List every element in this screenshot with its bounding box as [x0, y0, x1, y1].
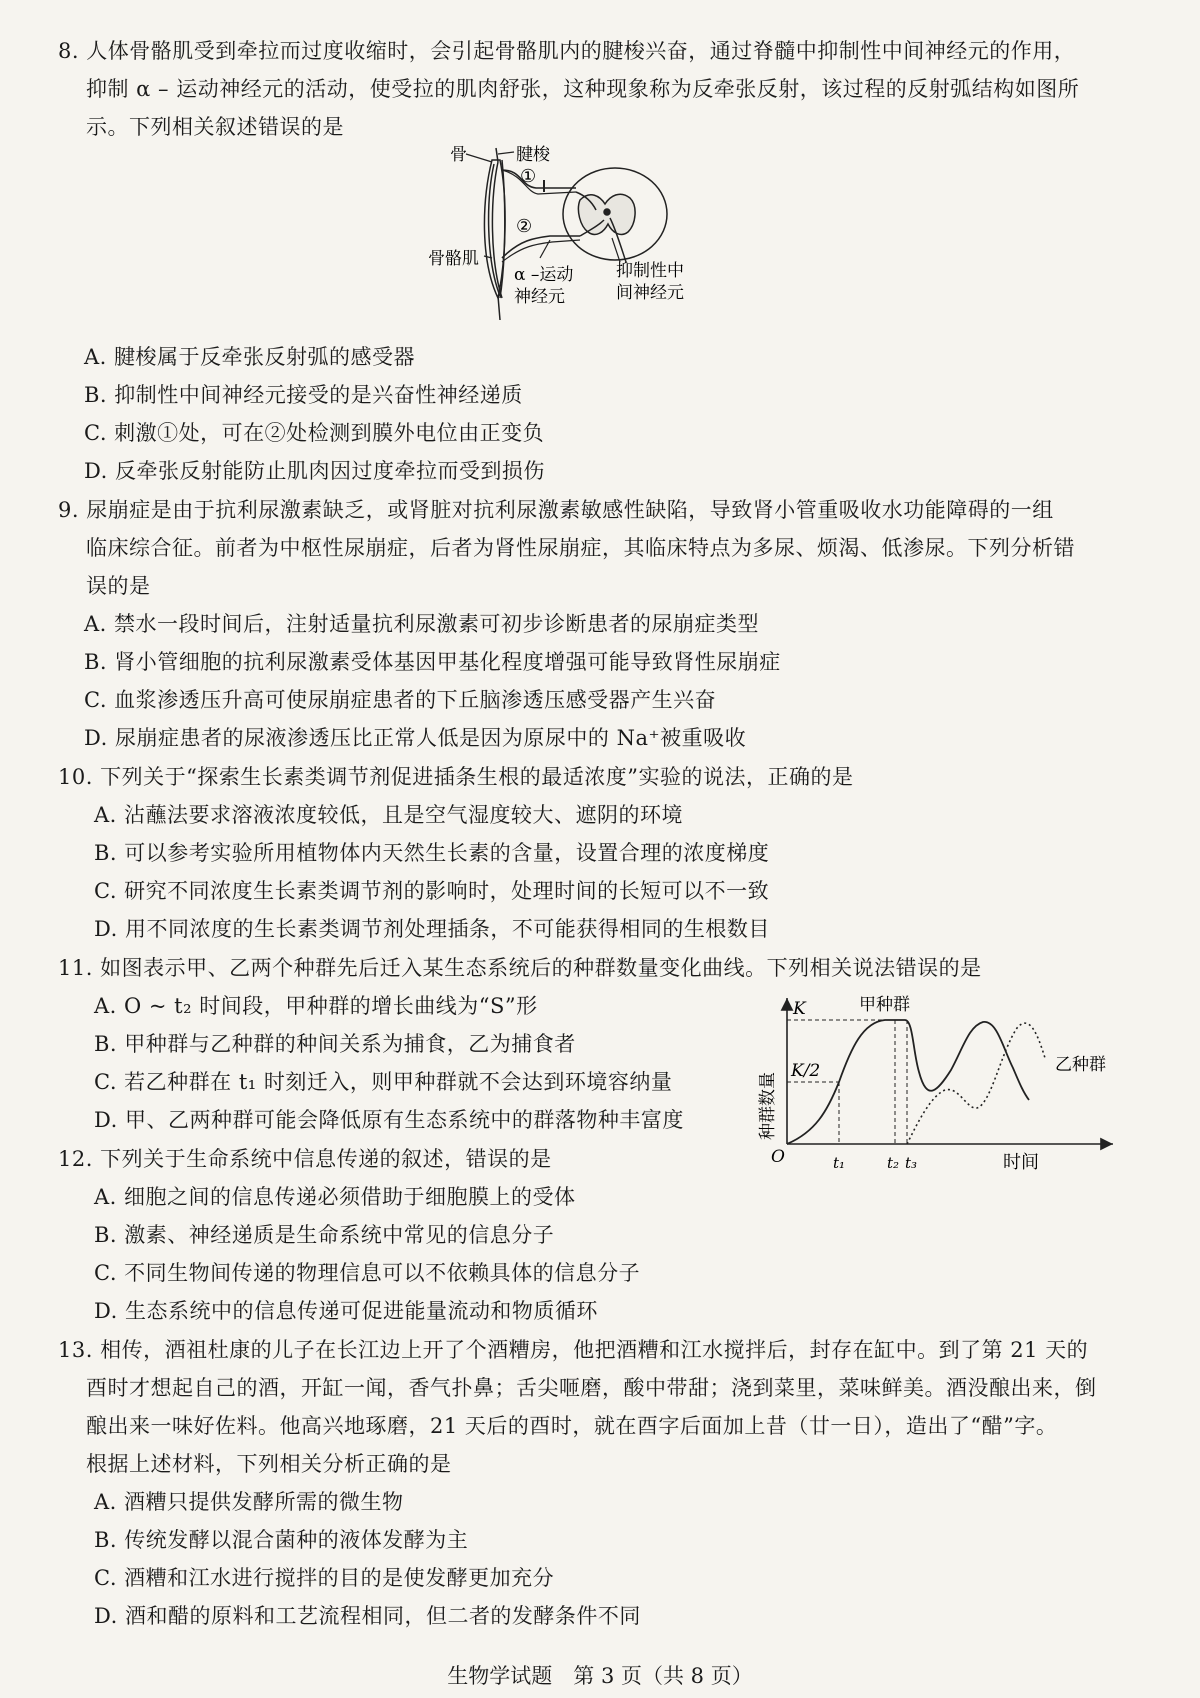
- label-tendon-spindle: 腱梭: [516, 145, 550, 165]
- x-tick-t3: t₃: [905, 1154, 918, 1172]
- question-11-option: B. 甲种群与乙种群的种间关系为捕食，乙为捕食者: [94, 1032, 576, 1056]
- question-10-stem: [58, 758, 1158, 796]
- legend-series-jia: 甲种群: [859, 995, 910, 1015]
- question-13-option: B. 传统发酵以混合菌种的液体发酵为主: [94, 1528, 469, 1552]
- y-tick-k: K: [793, 999, 806, 1019]
- question-9-line: 临床综合征。前者为中枢性尿崩症，后者为肾性尿崩症，其临床特点为多尿、烦渴、低渗尿。下列分析错: [86, 536, 1075, 560]
- page-footer: 生物学试题 第 3 页（共 8 页）: [447, 1664, 753, 1688]
- question-8-option: C. 刺激①处，可在②处检测到膜外电位由正变负: [84, 421, 545, 445]
- question-8-line: 示。下列相关叙述错误的是: [86, 115, 344, 139]
- question-13-line: 酉时才想起自己的酒，开缸一闻，香气扑鼻；舌尖咂磨，酸中带甜；浇到菜里，菜味鲜美。酒没酿出来，倒: [86, 1376, 1097, 1400]
- question-8-stem: [58, 32, 1158, 146]
- question-12-line: 12. 下列关于生命系统中信息传递的叙述，错误的是: [58, 1147, 552, 1171]
- question-13-line: 根据上述材料，下列相关分析正确的是: [86, 1452, 452, 1476]
- question-8-option: D. 反牵张反射能防止肌肉因过度牵拉而受到损伤: [84, 459, 545, 483]
- question-12-option: C. 不同生物间传递的物理信息可以不依赖具体的信息分子: [94, 1261, 641, 1285]
- question-13-option: C. 酒糟和江水进行搅拌的目的是使发酵更加充分: [94, 1566, 555, 1590]
- label-bone: 骨: [450, 145, 467, 165]
- question-10-option: C. 研究不同浓度生长素类调节剂的影响时，处理时间的长短可以不一致: [94, 879, 770, 903]
- question-9-option: B. 肾小管细胞的抗利尿激素受体基因甲基化程度增强可能导致肾性尿崩症: [84, 650, 781, 674]
- question-10-option: B. 可以参考实验所用植物体内天然生长素的含量，设置合理的浓度梯度: [94, 841, 770, 865]
- question-11-stem: [58, 949, 1158, 987]
- question-12-stem: [58, 1140, 1158, 1178]
- question-12-option: A. 细胞之间的信息传递必须借助于细胞膜上的受体: [94, 1185, 576, 1209]
- label-site-1: ①: [520, 166, 537, 187]
- label-site-2: ②: [516, 216, 533, 237]
- legend-series-yi: 乙种群: [1055, 1055, 1106, 1075]
- label-interneuron-2: 间神经元: [616, 283, 684, 303]
- origin-label: O: [771, 1147, 785, 1167]
- question-10-option: A. 沾蘸法要求溶液浓度较低，且是空气湿度较大、遮阴的环境: [94, 803, 684, 827]
- label-skeletal-muscle: 骨骼肌: [428, 249, 479, 269]
- question-9-line: 9. 尿崩症是由于抗利尿激素缺乏，或肾脏对抗利尿激素敏感性缺陷，导致肾小管重吸收水功能障碍的一组: [58, 498, 1054, 522]
- label-alpha-neuron-1: α –运动: [514, 265, 574, 285]
- question-11-option: D. 甲、乙两种群可能会降低原有生态系统中的群落物种丰富度: [94, 1108, 684, 1132]
- question-13-option: A. 酒糟只提供发酵所需的微生物: [94, 1490, 404, 1514]
- question-9-stem: [58, 491, 1158, 605]
- skeletal-muscle-shape: [484, 148, 505, 320]
- question-13-option: D. 酒和醋的原料和工艺流程相同，但二者的发酵条件不同: [94, 1604, 641, 1628]
- question-8-line: 抑制 α – 运动神经元的活动，使受拉的肌肉舒张，这种现象称为反牵张反射，该过程的反射弧结构如图所: [86, 77, 1080, 101]
- question-12-option: D. 生态系统中的信息传递可促进能量流动和物质循环: [94, 1299, 598, 1323]
- x-tick-t2: t₂: [887, 1154, 900, 1172]
- label-alpha-neuron-2: 神经元: [514, 287, 565, 307]
- x-tick-t1: t₁: [833, 1154, 846, 1172]
- label-interneuron-1: 抑制性中: [616, 261, 684, 281]
- y-tick-k-half: K/2: [791, 1061, 821, 1081]
- question-12-option: B. 激素、神经递质是生命系统中常见的信息分子: [94, 1223, 555, 1247]
- x-axis-label: 时间: [1003, 1152, 1039, 1173]
- question-11-option: C. 若乙种群在 t₁ 时刻迁入，则甲种群就不会达到环境容纳量: [94, 1070, 673, 1094]
- series-yi-curve: [907, 1023, 1045, 1144]
- question-9-option: C. 血浆渗透压升高可使尿崩症患者的下丘脑渗透压感受器产生兴奋: [84, 688, 717, 712]
- question-13-line: 酿出来一味好佐料。他高兴地琢磨，21 天后的酉时，就在酉字后面加上昔（廿一日），造出了“醋”字。: [86, 1414, 1058, 1438]
- question-8-option: A. 腱梭属于反牵张反射弧的感受器: [84, 345, 416, 369]
- reflex-arc-figure: [428, 140, 770, 335]
- question-13-stem: [58, 1331, 1178, 1483]
- question-11-option: A. O ~ t₂ 时间段，甲种群的增长曲线为“S”形: [94, 994, 538, 1018]
- question-8-line: 8. 人体骨骼肌受到牵拉而过度收缩时，会引起骨骼肌内的腱梭兴奋，通过脊髓中抑制性中间神经元的作用，: [58, 39, 1076, 63]
- question-9-line: 误的是: [86, 574, 151, 598]
- afferent-nerve: [502, 170, 576, 188]
- question-9-option: A. 禁水一段时间后，注射适量抗利尿激素可初步诊断患者的尿崩症类型: [84, 612, 760, 636]
- question-10-line: 10. 下列关于“探索生长素类调节剂促进插条生根的最适浓度”实验的说法，正确的是: [58, 765, 854, 789]
- y-axis-label: 种群数量: [758, 1072, 778, 1140]
- question-9-option: D. 尿崩症患者的尿液渗透压比正常人低是因为原尿中的 Na⁺被重吸收: [84, 726, 747, 750]
- question-13-line: 13. 相传，酒祖杜康的儿子在长江边上开了个酒糟房，他把酒糟和江水搅拌后，封存在缸中。到了第 21 天的: [58, 1338, 1089, 1362]
- efferent-nerve: [502, 236, 580, 258]
- question-11-line: 11. 如图表示甲、乙两个种群先后迁入某生态系统后的种群数量变化曲线。下列相关说法错误的是: [58, 956, 982, 980]
- question-10-option: D. 用不同浓度的生长素类调节剂处理插条，不可能获得相同的生根数目: [94, 917, 770, 941]
- question-8-option: B. 抑制性中间神经元接受的是兴奋性神经递质: [84, 383, 523, 407]
